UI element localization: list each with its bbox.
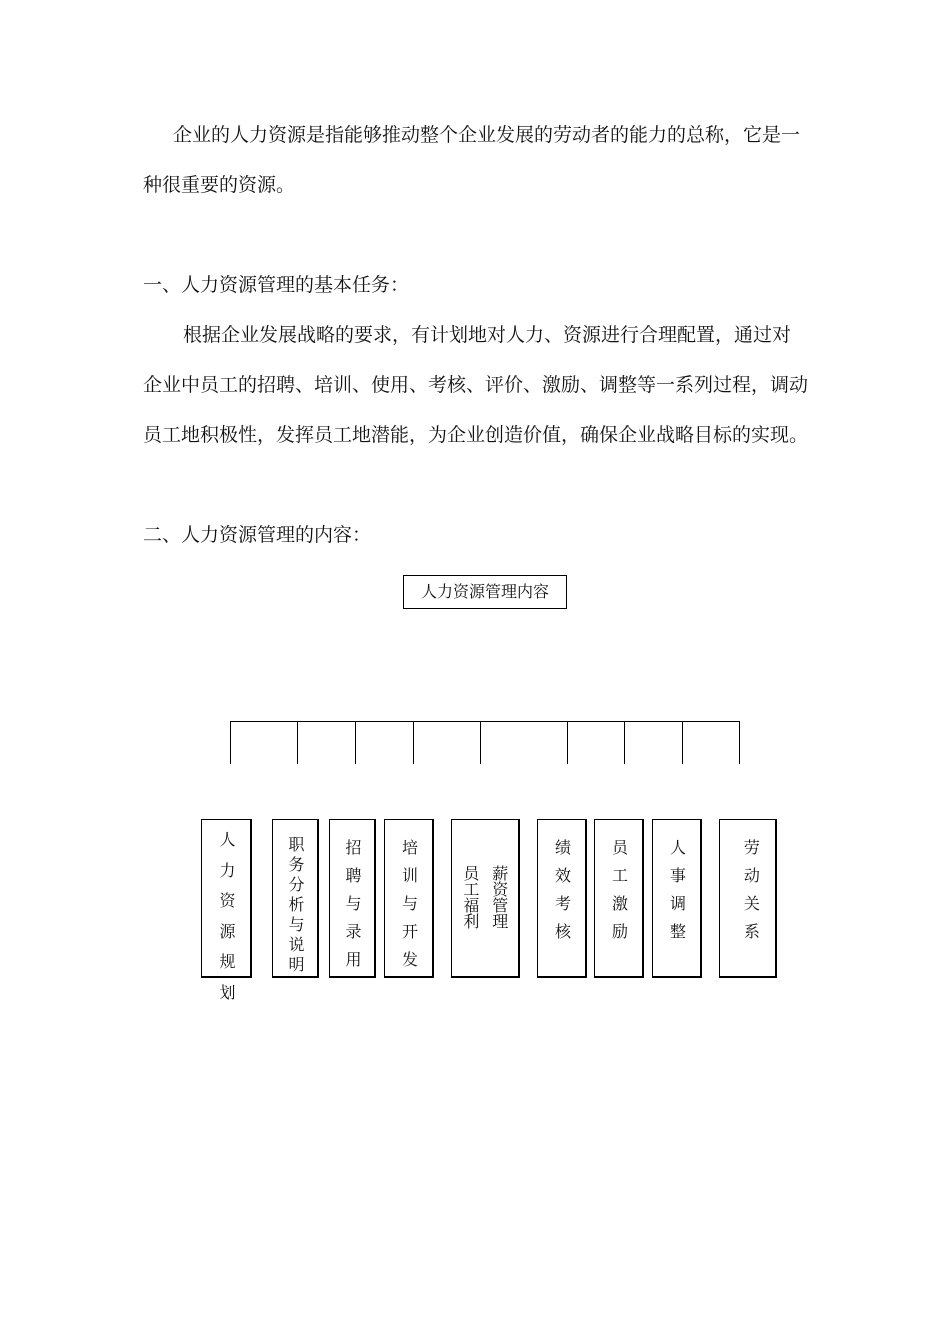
diagram-char: 人 — [670, 838, 687, 857]
diagram-char: 用 — [345, 950, 362, 969]
diagram-char: 分 — [288, 875, 305, 894]
diagram-char: 关 — [743, 894, 760, 913]
diagram-connector-tick — [297, 721, 298, 764]
diagram-char: 资 — [219, 891, 236, 910]
diagram-char: 规 — [219, 952, 236, 971]
diagram-connector-tick — [413, 721, 414, 764]
diagram-connector-tick — [624, 721, 625, 764]
diagram-char: 薪 — [492, 864, 509, 883]
diagram-char: 招 — [345, 838, 362, 857]
diagram-connector-tick — [230, 721, 231, 764]
diagram-char: 事 — [670, 866, 687, 885]
diagram-char: 工 — [612, 866, 629, 885]
diagram-char: 源 — [219, 921, 236, 941]
diagram-char: 训 — [402, 866, 419, 885]
diagram-char: 绩 — [555, 838, 572, 857]
diagram-char: 与 — [402, 894, 419, 913]
diagram-connector-bar — [230, 721, 740, 722]
diagram-char: 人 — [219, 830, 236, 849]
diagram-box-label — [346, 840, 362, 968]
diagram-char: 与 — [288, 915, 305, 934]
section-1-line-1: 根据企业发展战略的要求，有计划地对人力、资源进行合理配置，通过对 — [183, 324, 792, 346]
diagram-connector-tick — [480, 721, 481, 764]
intro-paragraph — [143, 110, 813, 210]
diagram-connector-tick — [355, 721, 356, 764]
diagram-char: 动 — [743, 866, 760, 885]
section-1-line-2: 企业中员工的招聘、培训、使用、考核、评价、激励、调整等一系列过程，调动 — [143, 374, 809, 396]
section-1-line-3: 员工地积极性，发挥员工地潜能，为企业创造价值，确保企业战略目标的实现。 — [143, 424, 809, 446]
diagram-char: 劳 — [743, 838, 760, 857]
diagram-box — [594, 819, 644, 978]
diagram-char: 析 — [288, 895, 305, 914]
diagram-char: 整 — [670, 922, 687, 941]
diagram-char: 管 — [492, 896, 509, 915]
diagram-char: 资 — [492, 880, 509, 899]
diagram-box — [272, 819, 319, 978]
diagram-box-label — [289, 837, 305, 973]
diagram-box-label — [463, 866, 479, 930]
diagram-char: 与 — [345, 894, 362, 913]
diagram-char: 效 — [555, 866, 572, 885]
diagram-box — [719, 819, 777, 978]
diagram-box-label — [744, 840, 760, 940]
diagram-char: 核 — [555, 922, 572, 941]
diagram-connector-tick — [682, 721, 683, 764]
diagram-char: 开 — [402, 922, 419, 941]
intro-line-2: 种很重要的资源。 — [143, 174, 296, 196]
diagram-char: 励 — [612, 922, 629, 941]
diagram-char: 员 — [463, 864, 480, 883]
diagram-connector-tick — [739, 721, 740, 764]
diagram-char: 力 — [219, 860, 236, 880]
diagram-char: 员 — [612, 838, 629, 857]
diagram-char: 录 — [345, 922, 362, 941]
diagram-box — [384, 819, 434, 978]
diagram-char: 明 — [288, 955, 305, 974]
diagram-char: 说 — [288, 935, 305, 954]
diagram-char: 利 — [463, 912, 480, 931]
diagram-connector-tick — [567, 721, 568, 764]
diagram-char: 考 — [555, 894, 572, 913]
section-1-heading: 一、人力资源管理的基本任务： — [143, 274, 410, 296]
diagram-box — [537, 819, 587, 978]
diagram-char: 务 — [288, 855, 305, 874]
intro-line-1: 企业的人力资源是指能够推动整个企业发展的劳动者的能力的总称，它是一 — [173, 124, 801, 146]
diagram-box — [451, 819, 520, 978]
diagram-box — [652, 819, 702, 978]
diagram-box-label — [670, 840, 686, 940]
diagram-char: 工 — [463, 880, 480, 899]
diagram-box — [201, 819, 252, 1002]
diagram-box — [329, 819, 376, 978]
diagram-char: 调 — [670, 894, 687, 913]
diagram-box-label — [612, 840, 628, 940]
diagram-char: 系 — [743, 922, 760, 941]
diagram-char: 聘 — [345, 866, 362, 885]
diagram-char: 职 — [288, 835, 305, 854]
diagram-char: 发 — [402, 950, 419, 969]
diagram-box-label — [492, 866, 508, 930]
diagram-char: 福 — [463, 896, 480, 915]
diagram-box-label — [220, 832, 236, 1001]
diagram-box-label — [555, 840, 571, 940]
diagram-root-box: 人力资源管理内容 — [403, 575, 567, 609]
diagram-char: 培 — [402, 838, 419, 857]
diagram-char: 理 — [492, 912, 509, 931]
diagram-box-label — [402, 840, 418, 968]
section-2-heading: 二、人力资源管理的内容： — [143, 524, 372, 546]
section-1-paragraph — [143, 310, 813, 460]
diagram-char: 划 — [219, 982, 236, 1002]
diagram-char: 激 — [612, 894, 629, 913]
